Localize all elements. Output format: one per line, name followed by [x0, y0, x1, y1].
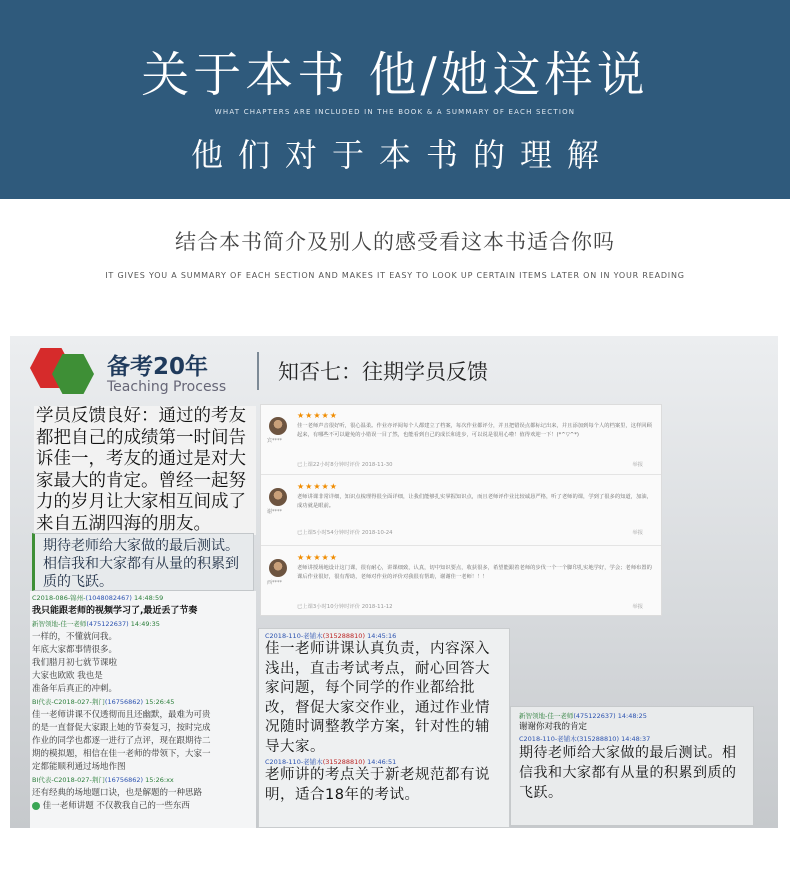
review-text: 佳一老师声音很好听，很心温柔。作业亦评阅每个人都建立了档案，每次作业都评分，并且把错误点都标记出来，并且添加到每个人的档案里，这样回顾起来，有哪些不可以避免的小错误一目了然，也能看到自己的成长和进步，可以说是很用心啦！值得欢迎一下！(*^▽^*)	[297, 423, 652, 438]
chat-message: 还有经典的场地题口诀，也是解题的一种思路	[32, 788, 203, 798]
review-item	[261, 476, 661, 546]
chat-message: 作业的同学也都逐一进行了点评，现在跟期待二	[32, 736, 211, 746]
review-item	[261, 547, 661, 617]
reviewer-name: 谢****	[267, 509, 283, 515]
chat-message: 准备年后真正的冲刺。	[32, 684, 118, 694]
chat-log-left	[30, 591, 256, 828]
star-rating-icon: ★★★★★	[297, 553, 338, 562]
chat-meta: C2018-110-老铺木(315288810) 14:48:37	[519, 735, 651, 743]
avatar	[269, 417, 287, 435]
chat-message: 佳一老师讲课不仅透彻而且还幽默，最难为可贵	[32, 710, 211, 720]
brand-title: 备考20年	[107, 354, 209, 380]
review-date: 已上课22小时8分钟时评价 2018-11-30	[297, 462, 393, 468]
chat-message: 佳一老师讲课认真负责，内容深入浅出，直击考试考点，耐心回答大家问题，每个同学的作业都给批改，督促大家交作业，通过作业情况随时调整教学方案，针对性的辅导大家。	[265, 641, 490, 755]
chat-message: 谢谢你对我的肯定	[519, 722, 588, 732]
report-link[interactable]: 举报	[632, 604, 643, 610]
feedback-collage	[10, 336, 778, 828]
star-rating-icon: ★★★★★	[297, 482, 338, 491]
brand-subtitle: Teaching Process	[107, 379, 227, 395]
header-banner	[0, 0, 790, 199]
chat-message: 我只能跟老师的视频学习了,最近丢了节奏	[32, 606, 198, 616]
review-text: 老师讲授场地设计这门课，很有耐心，讲课细致，认真，切中知识要点，收获很多，希望能跟着老师的步伐一个一个脚印扎实地学好，学会；老师布置的课后作业很好，很有帮助，老师对作业的评价对我很有帮助，谢谢佳一老师！！！	[297, 565, 652, 580]
banner-secondary-title: 他们对于本书的理解	[190, 136, 614, 174]
review-text: 老师讲课非常详细，知识点梳理得很全面详细，让我们能够扎实掌握知识点，而且老师评作业比较诚恳严格，听了老师的课，学到了很多的知道，加油，成功就是眼前。	[297, 494, 652, 509]
feedback-summary: 学员反馈良好：通过的考友都把自己的成绩第一时间告诉佳一，考友的通过是对大家最大的肯定。曾经一起努力的岁月让大家相互间成了来自五湖四海的朋友。	[34, 406, 256, 535]
review-item	[261, 405, 661, 475]
feedback-heading: 知否七：往期学员反馈	[278, 360, 488, 384]
reviewer-name: 宾****	[267, 438, 283, 444]
chat-log-middle	[258, 628, 510, 828]
reviewer-name: 西****	[267, 580, 283, 586]
chat-message: 我们腊月初七就节课啦	[32, 658, 118, 668]
hexagon-logo-icon	[30, 344, 100, 396]
report-link[interactable]: 举报	[632, 530, 643, 536]
banner-title: 关于本书 他/她这样说	[141, 47, 649, 103]
chat-meta: 新智领地-佳一老师(475122637) 14:49:35	[32, 620, 160, 628]
chat-meta: C2018-110-老铺木(315288810) 14:45:16	[265, 632, 397, 640]
header-divider	[257, 352, 259, 390]
review-date: 已上课3小时10分钟时评价 2018-11-12	[297, 604, 393, 610]
chat-bubble-expectation: 期待老师给大家做的最后测试。相信我和大家都有从量的积累到质的飞跃。	[32, 533, 254, 591]
review-date: 已上课5小时54分钟时评价 2018-10-24	[297, 530, 393, 536]
chat-message: 一样的，不懂就问我。	[32, 632, 118, 642]
star-rating-icon: ★★★★★	[297, 411, 338, 420]
chat-meta: C2018-110-老铺木(315288810) 14:46:51	[265, 758, 397, 766]
chat-meta: 新智领地-佳一老师(475122637) 14:48:25	[519, 712, 647, 720]
thumbs-up-icon	[32, 802, 40, 810]
chat-message: 佳一老师讲题 不仅教我自己的一些东西	[32, 800, 254, 813]
banner-subtitle: WHAT CHAPTERS ARE INCLUDED IN THE BOOK & A SUMMARY OF EACH SECTION	[214, 108, 576, 116]
chat-log-right	[510, 706, 754, 826]
chat-message: 的是一直督促大家跟上她的节奏复习，按时完成	[32, 723, 211, 733]
chat-message: 定都能顺利通过场地作图	[32, 762, 126, 772]
intro-title: 结合本书简介及别人的感受看这本书适合你吗	[175, 230, 615, 254]
chat-message: 期的模拟题，相信在佳一老师的带领下，大家一	[32, 749, 211, 759]
avatar	[269, 488, 287, 506]
intro-subtitle: IT GIVES YOU A SUMMARY OF EACH SECTION AND MAKES IT EASY TO LOOK UP CERTAIN ITEMS LATER ON IN YOUR READING	[105, 271, 685, 280]
review-list	[260, 404, 662, 616]
chat-message: 期待老师给大家做的最后测试。相信我和大家都有从量的积累到质的飞跃。	[519, 745, 737, 801]
chat-meta: BI代表-C2018-027-荆门(16756862) 15:26:xx	[32, 776, 174, 784]
chat-message: 老师讲的考点关于新老规范都有说明，适合18年的考试。	[265, 767, 490, 803]
chat-message: 大家也欧欧 我也是	[32, 671, 103, 681]
chat-message: 年底大家都事情很多。	[32, 645, 118, 655]
avatar	[269, 559, 287, 577]
chat-meta: BI代表-C2018-027-荆门(16756862) 15:26:45	[32, 698, 175, 706]
report-link[interactable]: 举报	[632, 462, 643, 468]
chat-meta: C2018-086-锦州-(1048082467) 14:48:59	[32, 594, 164, 602]
